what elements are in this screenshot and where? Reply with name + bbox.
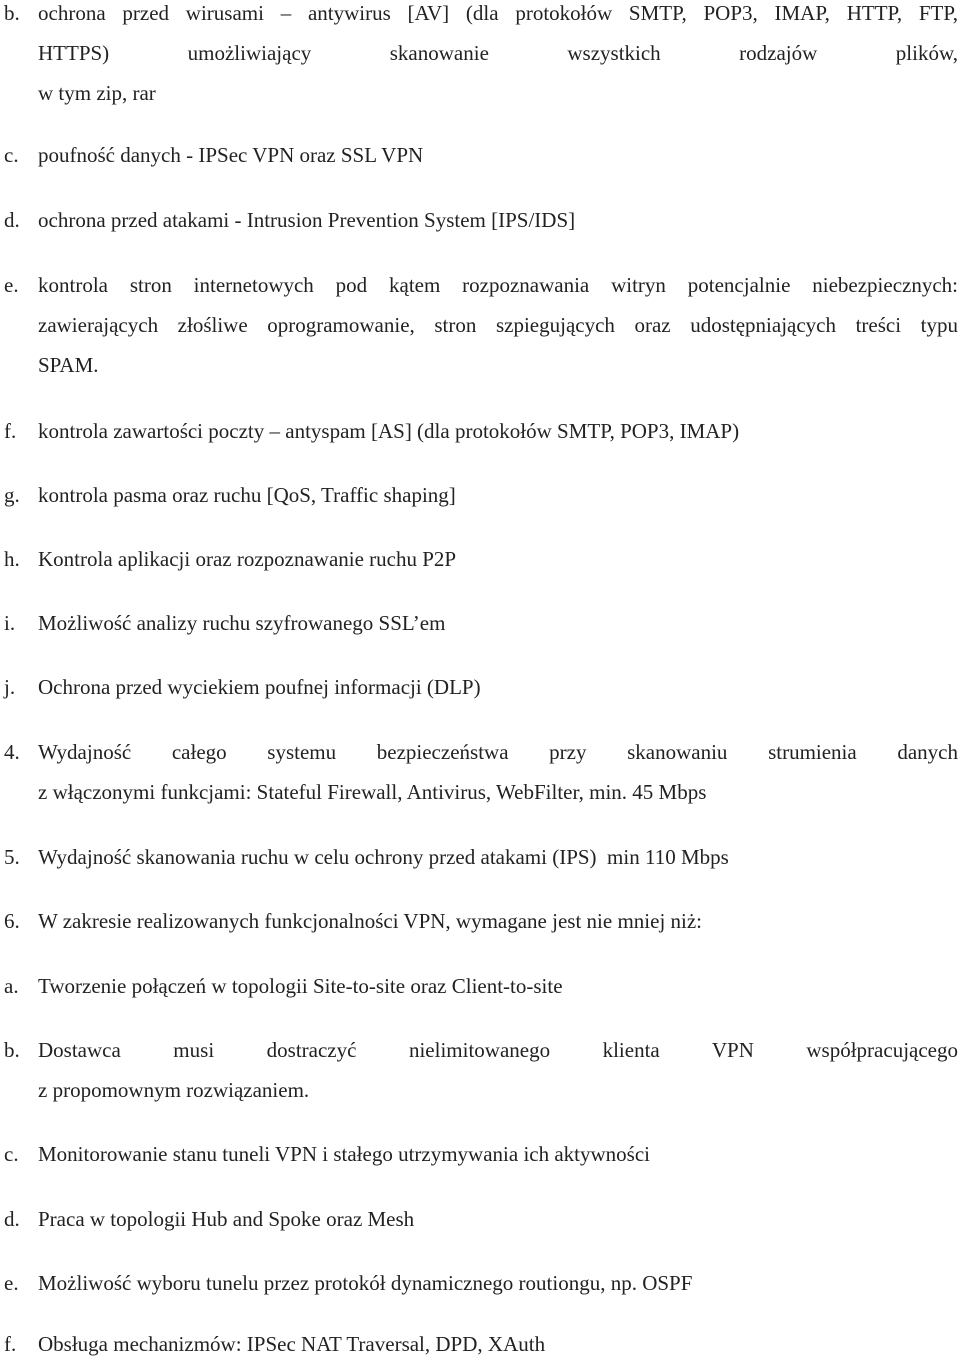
text-line: HTTPS) umożliwiający skanowanie wszystkich rodzajów plików, xyxy=(38,41,958,65)
list-marker: 6. xyxy=(4,909,20,933)
list-item-text xyxy=(38,732,958,812)
text-line: Monitorowanie stanu tuneli VPN i stałego utrzymywania ich aktywności xyxy=(38,1142,651,1166)
list-marker: b. xyxy=(4,1,20,25)
list-marker: 4. xyxy=(4,740,20,764)
list-marker: d. xyxy=(4,1207,20,1231)
list-marker: i. xyxy=(4,611,16,635)
text-line: Ochrona przed wyciekiem poufnej informacji (DLP) xyxy=(38,675,481,699)
list-item-text xyxy=(38,1030,958,1110)
text-line: Możliwość wyboru tunelu przez protokół dynamicznego routiongu, np. OSPF xyxy=(38,1271,693,1295)
list-item-text xyxy=(38,966,958,1006)
list-item-text xyxy=(38,837,958,877)
text-line: z włączonymi funkcjami: Stateful Firewall, Antivirus, WebFilter, min. 45 Mbps xyxy=(38,780,707,804)
list-item-4-performance xyxy=(0,732,958,812)
list-item-5-ips-performance xyxy=(0,837,958,877)
text-line: kontrola pasma oraz ruchu [QoS, Traffic shaping] xyxy=(38,483,456,507)
list-item-text xyxy=(38,1324,958,1364)
list-item-c-tunnel-monitoring xyxy=(0,1134,958,1174)
text-line: kontrola zawartości poczty – antyspam [AS] (dla protokołów SMTP, POP3, IMAP) xyxy=(38,419,740,443)
text-line: Praca w topologii Hub and Spoke oraz Mesh xyxy=(38,1207,415,1231)
list-marker: e. xyxy=(4,1271,19,1295)
list-marker: a. xyxy=(4,974,19,998)
list-item-e-web-filter xyxy=(0,265,958,385)
list-item-f-nat-traversal xyxy=(0,1324,958,1364)
list-item-text xyxy=(38,475,958,515)
list-item-e-dynamic-routing xyxy=(0,1263,958,1303)
list-item-6-vpn-requirements xyxy=(0,901,958,941)
list-item-f-antispam xyxy=(0,411,958,451)
text-line: poufność danych - IPSec VPN oraz SSL VPN xyxy=(38,143,424,167)
list-item-c-vpn-privacy xyxy=(0,135,958,175)
list-item-b-antivirus xyxy=(0,0,958,113)
text-line: w tym zip, rar xyxy=(38,81,156,105)
list-marker: 5. xyxy=(4,845,20,869)
text-line: ochrona przed wirusami – antywirus [AV] (dla protokołów SMTP, POP3, IMAP, HTTP, FTP, xyxy=(38,1,958,25)
list-item-i-ssl-inspection xyxy=(0,603,958,643)
text-line: ochrona przed atakami - Intrusion Prevention System [IPS/IDS] xyxy=(38,208,576,232)
text-line: Możliwość analizy ruchu szyfrowanego SSL’em xyxy=(38,611,446,635)
list-item-j-dlp xyxy=(0,667,958,707)
list-item-text xyxy=(38,901,958,941)
list-item-text xyxy=(38,1134,958,1174)
list-item-text xyxy=(38,0,958,113)
list-marker: h. xyxy=(4,547,20,571)
list-marker: d. xyxy=(4,208,20,232)
text-line: Kontrola aplikacji oraz rozpoznawanie ruchu P2P xyxy=(38,547,457,571)
text-line: SPAM. xyxy=(38,353,99,377)
list-item-text xyxy=(38,1199,958,1239)
list-marker: f. xyxy=(4,419,17,443)
list-item-text xyxy=(38,667,958,707)
list-marker: b. xyxy=(4,1038,20,1062)
list-item-text xyxy=(38,265,958,385)
text-line: z propomownym rozwiązaniem. xyxy=(38,1078,310,1102)
list-item-text xyxy=(38,411,958,451)
list-marker: f. xyxy=(4,1332,17,1356)
text-line: Dostawca musi dostraczyć nielimitowanego klienta VPN współpracującego xyxy=(38,1038,958,1062)
text-line: Wydajność całego systemu bezpieczeństwa przy skanowaniu strumienia danych xyxy=(38,740,958,764)
text-line: Wydajność skanowania ruchu w celu ochrony przed atakami (IPS) min 110 Mbps xyxy=(38,845,729,869)
list-marker: j. xyxy=(4,675,16,699)
list-item-text xyxy=(38,1263,958,1303)
list-item-h-app-control xyxy=(0,539,958,579)
list-item-text xyxy=(38,135,958,175)
list-marker: g. xyxy=(4,483,20,507)
list-marker: e. xyxy=(4,273,19,297)
list-item-b-vpn-client xyxy=(0,1030,958,1110)
list-item-d-ips xyxy=(0,200,958,240)
text-line: zawierających złośliwe oprogramowanie, stron szpiegujących oraz udostępniających treści typu xyxy=(38,313,958,337)
text-line: kontrola stron internetowych pod kątem rozpoznawania witryn potencjalnie niebezpiecznych: xyxy=(38,273,958,297)
list-marker: c. xyxy=(4,143,19,167)
list-item-d-hub-spoke xyxy=(0,1199,958,1239)
text-line: W zakresie realizowanych funkcjonalności VPN, wymagane jest nie mniej niż: xyxy=(38,909,703,933)
list-marker: c. xyxy=(4,1142,19,1166)
text-line: Obsługa mechanizmów: IPSec NAT Traversal, DPD, XAuth xyxy=(38,1332,546,1356)
list-item-text xyxy=(38,200,958,240)
text-line: Tworzenie połączeń w topologii Site-to-site oraz Client-to-site xyxy=(38,974,563,998)
list-item-g-qos xyxy=(0,475,958,515)
list-item-text xyxy=(38,603,958,643)
list-item-a-topology xyxy=(0,966,958,1006)
list-item-text xyxy=(38,539,958,579)
